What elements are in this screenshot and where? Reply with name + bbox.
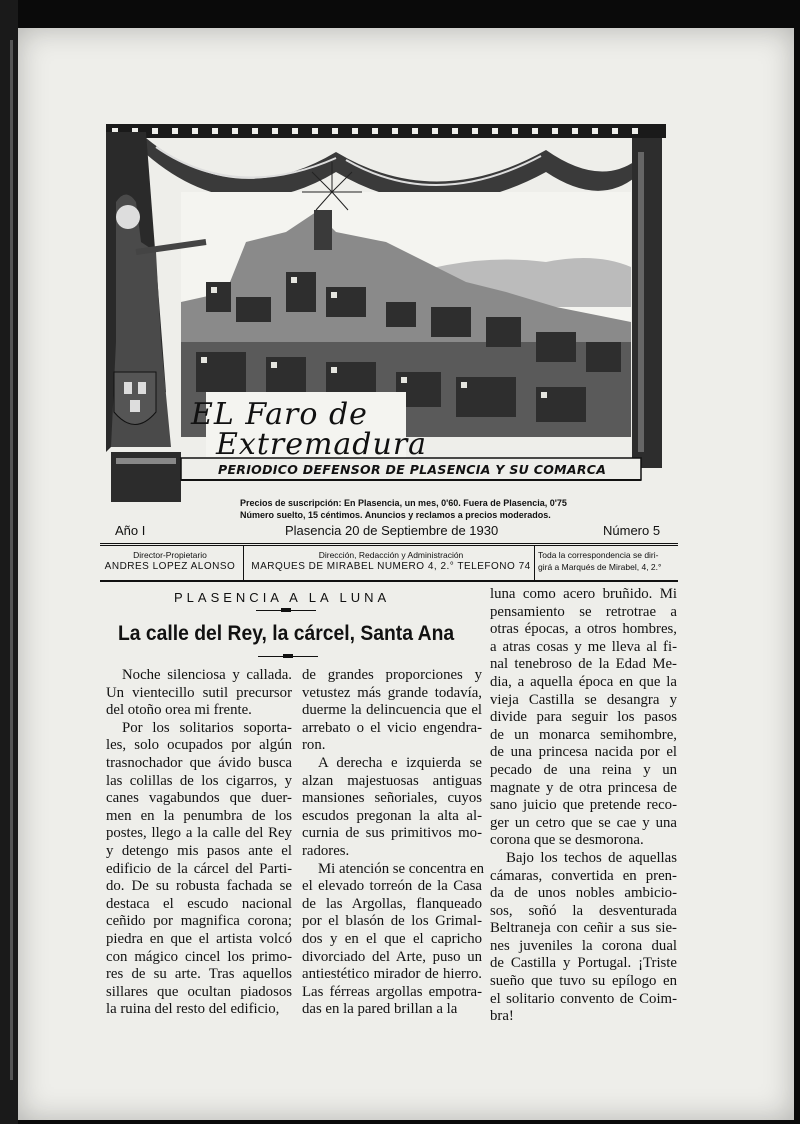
headline-rule-ornament	[283, 654, 293, 658]
article-line: Mi atención se concentra en	[318, 860, 484, 877]
article-line: destaca el escudo nacional	[106, 895, 292, 912]
article-line: el elevado torreón de la Casa	[302, 878, 482, 895]
article-line: sillares que ocultan piadosos	[106, 983, 292, 1000]
article-line: divide para seguir los pasos	[490, 709, 677, 726]
article-line: las colillas de los cigarros, y	[106, 772, 292, 789]
address-value: MARQUES DE MIRABEL NUMERO 4, 2.° TELEFONO 74	[251, 561, 531, 572]
article-column-2	[302, 667, 482, 1019]
masthead-title-line1: EL Faro de	[191, 397, 368, 432]
staff-bar	[100, 543, 678, 582]
prices-line-2: Número suelto, 15 céntimos. Anuncios y reclamos a precios moderados.	[240, 510, 551, 520]
article-line: ceñido por magnifica corona;	[106, 913, 292, 930]
article-line: Bajo los techos de aquellas	[506, 849, 677, 866]
section-rule-ornament	[281, 608, 291, 612]
article-line: nes juveniles la corona dual	[490, 937, 677, 954]
article-line: otras épocas, a otros hombres,	[490, 621, 677, 638]
subscription-prices	[240, 497, 600, 521]
coat-of-arms-icon	[114, 372, 156, 425]
director-name: ANDRES LOPEZ ALONSO	[104, 561, 236, 572]
article-line: a atras cosas y me lleva al fi-	[490, 638, 677, 655]
article-line: Un vientecillo sutil precursor	[106, 684, 292, 701]
correspondence-line-2: girá a Marqués de Mirabel, 4, 2.°	[538, 562, 662, 572]
article-line: res de su arte. Tras aquellos	[106, 966, 292, 983]
article-line: men en la penumbra de los	[106, 807, 292, 824]
article-line: Beltraneja con ceñir a sus sie-	[490, 920, 677, 937]
prices-line-1: Precios de suscripción: En Plasencia, un mes, 0'60. Fuera de Plasencia, 0'75	[240, 498, 567, 508]
article-line: por el blasón de los Grimal-	[302, 913, 482, 930]
director-label: Director-Propietario	[133, 550, 207, 560]
article-line: y detengo mis pasos ante el	[106, 842, 292, 859]
article-line: ger un cetro que se cae y una	[490, 814, 677, 831]
article-line: magnate y de otra princesa de	[490, 779, 677, 796]
article-line: sueño que tuvo su epílogo en	[490, 973, 677, 990]
section-heading: PLASENCIA A LA LUNA	[174, 590, 391, 605]
article-line: de las Argollas, flanqueado	[302, 895, 482, 912]
page-edge	[0, 0, 18, 1124]
masthead-title-line2: Extremadura	[216, 427, 428, 462]
article-line: del otoño orea mi frente.	[106, 702, 252, 719]
article-line: cámaras, convertida en pren-	[490, 867, 677, 884]
masthead-subtitle: PERIODICO DEFENSOR DE PLASENCIA Y SU COMARCA	[218, 462, 607, 477]
article-line: luna como acero bruñido. Mi	[490, 586, 677, 602]
article-line: divorciado del Arte, puso un	[302, 948, 482, 965]
article-line: de Castilla y Portugal. ¡Triste	[490, 955, 677, 972]
article-column-1	[106, 667, 292, 1019]
article-line: corona que se desmorona.	[490, 832, 644, 849]
article-line: ron.	[302, 737, 326, 754]
article-line: nal tenebroso de la Edad Me-	[490, 656, 677, 673]
article-line: de un monarca semihombre,	[490, 726, 677, 743]
article-line: con mágico cincel los primo-	[106, 948, 292, 965]
article-line: canes vagabundos que duer-	[106, 790, 292, 807]
article-line: edificio de la cárcel del Parti-	[106, 860, 292, 877]
article-line: trasnochador que ávido busca	[106, 754, 292, 771]
article-line: mansiones señoriales, cuyos	[302, 790, 482, 807]
issue-number: Número 5	[603, 523, 661, 538]
article-line: Por los solitarios soporta-	[122, 719, 292, 736]
director-cell	[100, 549, 240, 573]
correspondence-cell	[538, 549, 678, 573]
article-line: postes, llego a la calle del Rey	[106, 825, 292, 842]
article-line: antiestético mirador de hierro.	[302, 966, 482, 983]
article-line: arrebato o el vicio engendra-	[302, 719, 482, 736]
article-line: das en la pared brillan a la	[302, 1001, 458, 1018]
article-line: vetustez más grande todavía,	[302, 684, 482, 701]
article-headline: La calle del Rey, la cárcel, Santa Ana	[118, 622, 455, 645]
issue-bar	[115, 523, 675, 543]
masthead	[86, 92, 668, 512]
article-line: dia, a aquella época en que la	[490, 673, 677, 690]
issue-place-date: Plasencia 20 de Septiembre de 1930	[285, 523, 499, 538]
article-line: Noche silenciosa y callada.	[122, 667, 292, 683]
address-cell	[250, 549, 532, 573]
article-line: curnia de sus primitivos mo-	[302, 825, 482, 842]
article-line: duerme la delincuencia que el	[302, 702, 482, 719]
article-line: pecado de una reina y un	[490, 761, 677, 778]
article-line: vieja Castilla se desangra y	[490, 691, 677, 708]
article-line: da de unos nobles ambicio-	[490, 885, 677, 902]
issue-year: Año I	[115, 523, 146, 538]
article-line: sos, soñó la desventurada	[490, 902, 677, 919]
article-line: do. De su robusta fachada se	[106, 878, 292, 895]
article-line: radores.	[302, 842, 350, 859]
article-line: alzan majestuosas antiguas	[302, 772, 482, 789]
article-line: Las férreas argollas empotra-	[302, 983, 482, 1000]
article-line: A derecha e izquierda se	[318, 754, 482, 771]
correspondence-line-1: Toda la correspondencia se diri-	[538, 550, 659, 560]
address-label: Dirección, Redacción y Administración	[318, 550, 464, 560]
article-line: de grandes proporciones y	[302, 667, 482, 683]
article-line: dos y en el que el capricho	[302, 930, 482, 947]
article-line: les, solo ocupados por algún	[106, 737, 292, 754]
article-line: de una princesa nacida por el	[490, 744, 677, 761]
article-line: el solitario convento de Coim-	[490, 990, 677, 1007]
article-line: piedra en que el artista volcó	[106, 930, 292, 947]
article-column-3	[490, 586, 677, 1026]
article-line: pensamiento se retrotrae a	[490, 603, 677, 620]
article-line: la ruina del resto del edificio,	[106, 1001, 280, 1018]
article-line: bra!	[490, 1008, 514, 1025]
article-line: escudos pregonan la alta al-	[302, 807, 482, 824]
article-line: sano juicio que pretende reco-	[490, 797, 677, 814]
